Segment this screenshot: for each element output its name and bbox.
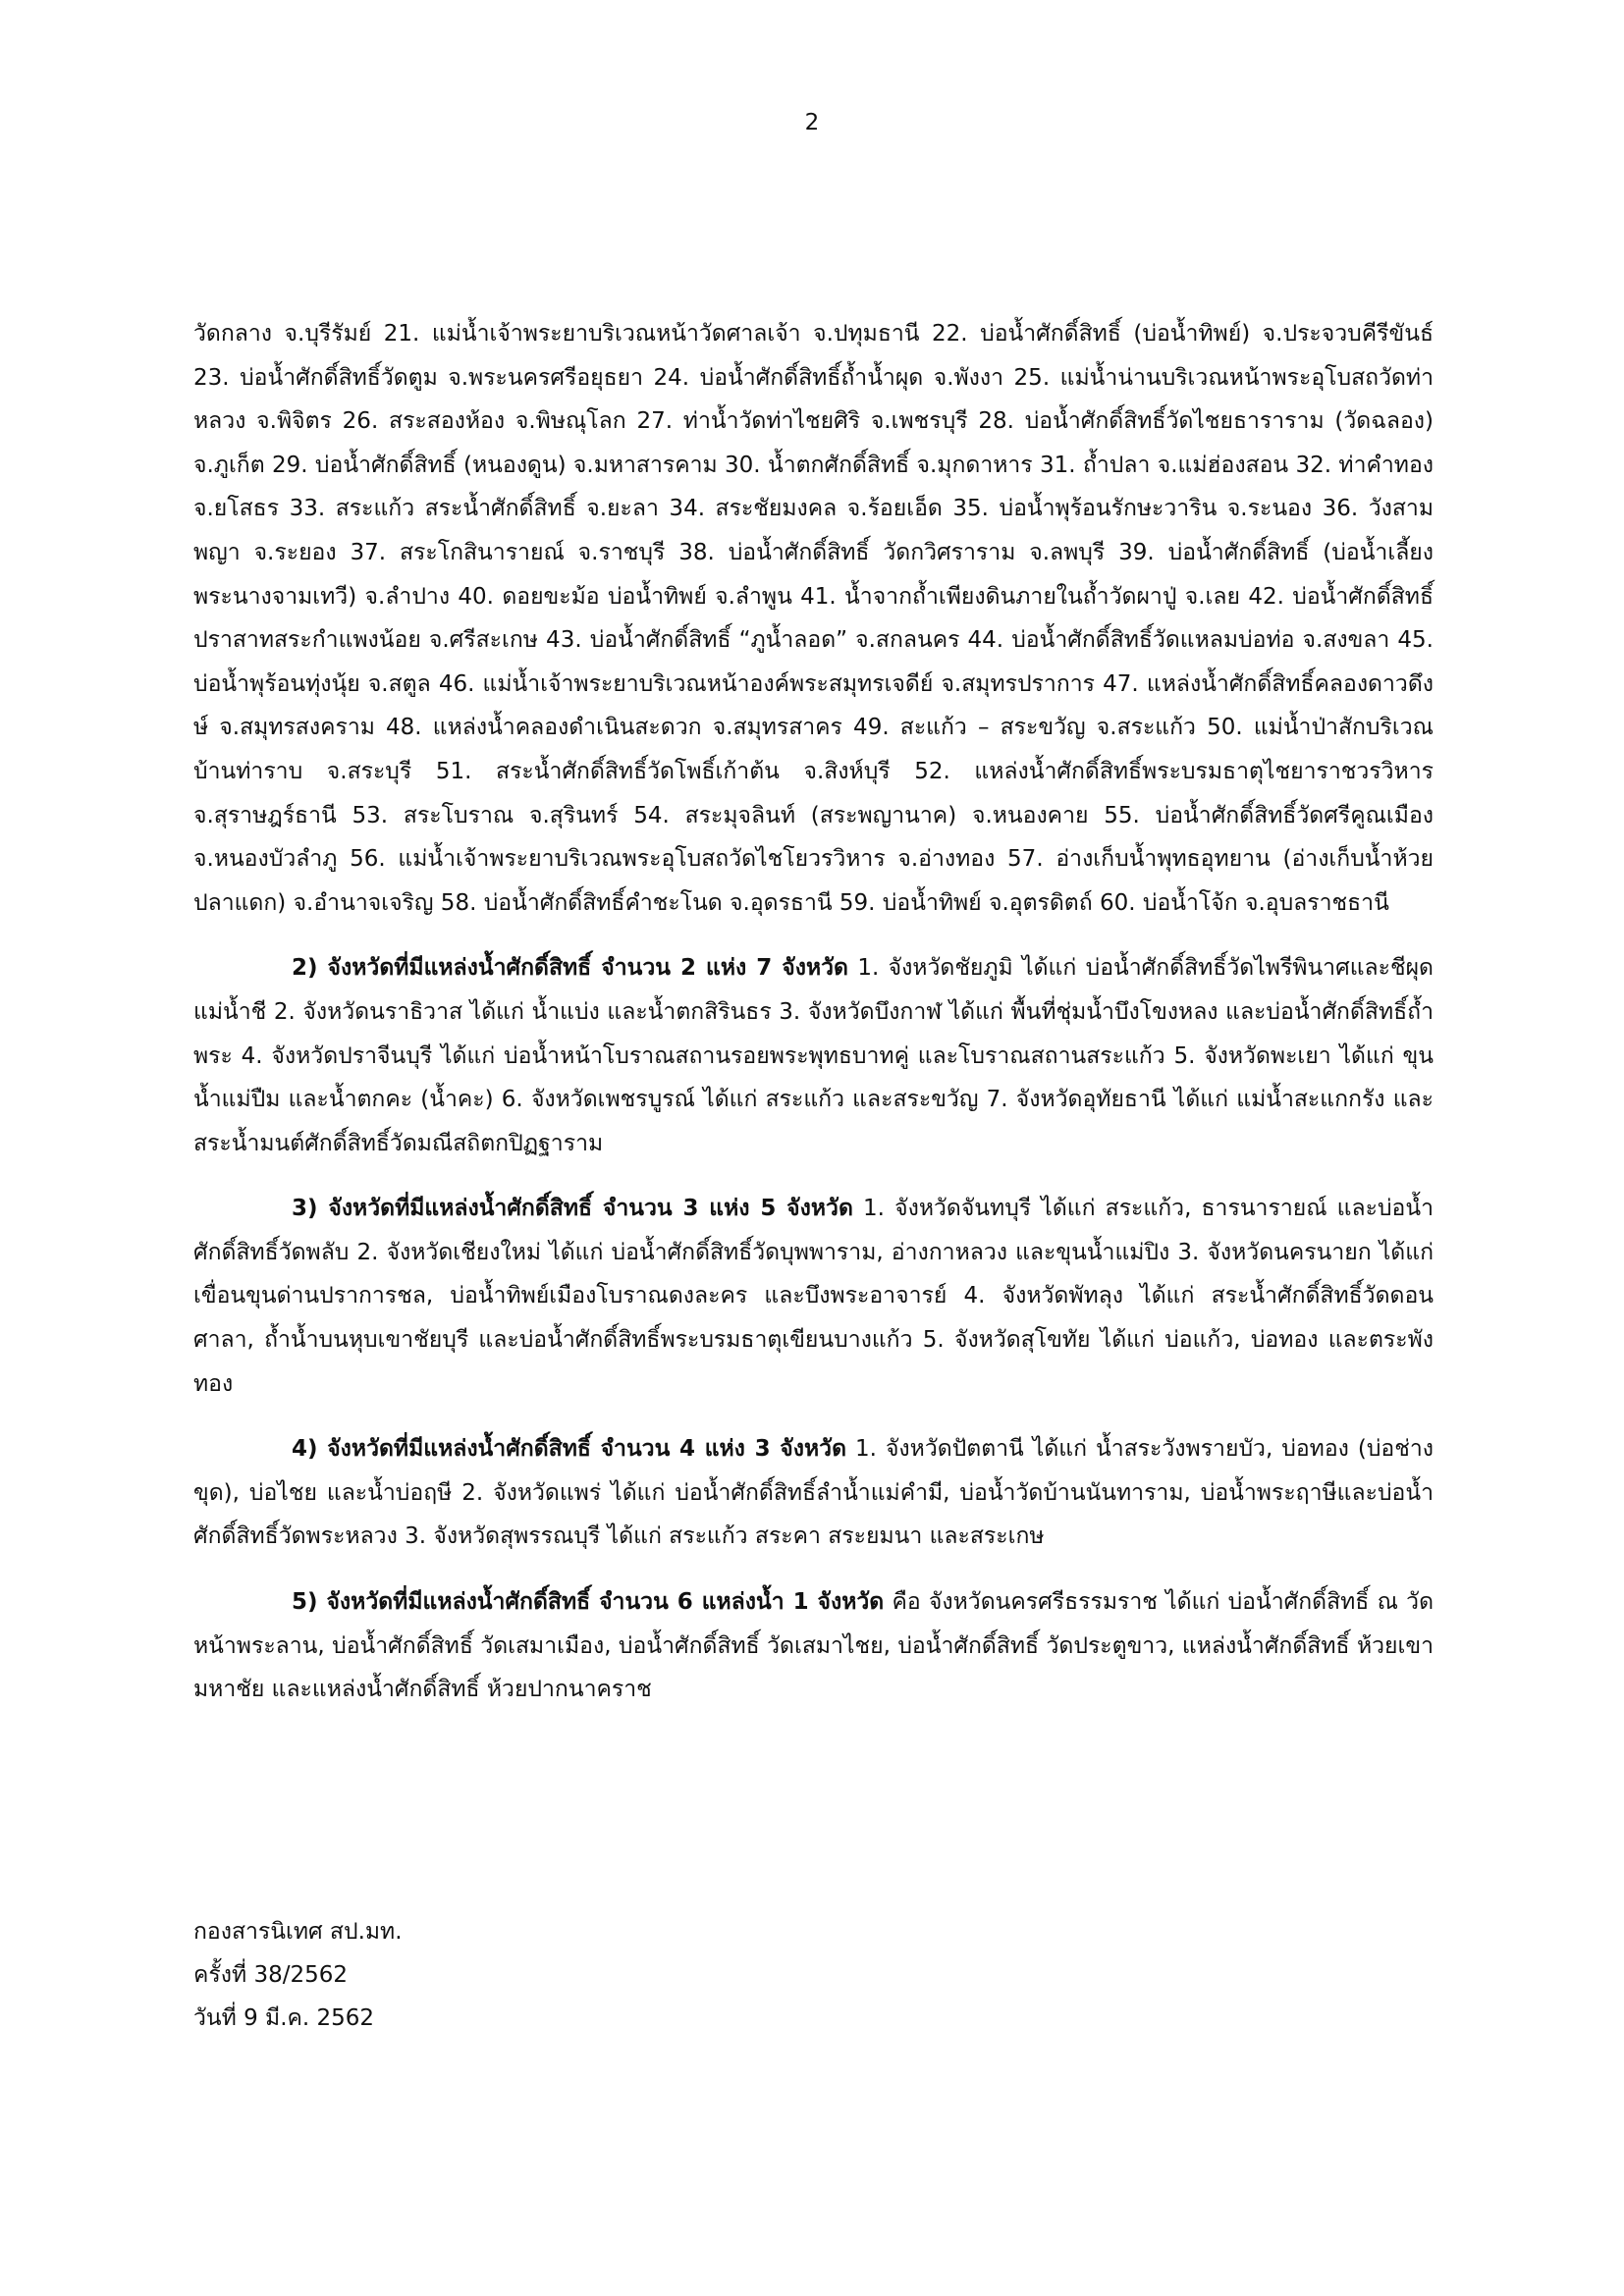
section-heading: 5) จังหวัดที่มีแหล่งน้ำศักดิ์สิทธิ์ จำนวน 6 แหล่งน้ำ 1 จังหวัด: [292, 1589, 885, 1616]
footer-issue: ครั้งที่ 38/2562: [193, 1962, 348, 1988]
section-body: 1. จังหวัดชัยภูมิ ได้แก่ บ่อน้ำศักดิ์สิทธิ์วัดไพรีพินาศและชีผุด แม่น้ำชี 2. จังหวัดนราธิวาส ได้แก่ น้ำแบ่ง และน้ำตกสิรินธร 3. จังหวัดบึงกาฬ ได้แก่ พื้นที่ชุ่มน้ำบึงโขงหลง และบ่อน้ำศักดิ์สิทธิ์ถ้ำพระ 4. จังหวัดปราจีนบุรี ได้แก่ บ่อน้ำหน้าโบราณสถานรอยพระพุทธบาทคู่ และโบราณสถานสระแก้ว 5. จังหวัดพะเยา ได้แก่ ขุนน้ำแม่ปืม และน้ำตกคะ (น้ำคะ) 6. จังหวัดเพชรบูรณ์ ได้แก่ สระแก้ว และสระขวัญ 7. จังหวัดอุทัยธานี ได้แก่ แม่น้ำสะแกกรัง และสระน้ำมนต์ศักดิ์สิทธิ์วัดมณีสถิตกปิฏฐาราม: [193, 955, 1434, 1156]
section-paragraph-5: [193, 1580, 1434, 1712]
section-paragraph-2: [193, 946, 1434, 1165]
document-footer: [193, 1910, 403, 2040]
page-number: 2: [804, 110, 820, 135]
footer-date: วันที่ 9 มี.ค. 2562: [193, 2005, 375, 2031]
section-body: 1. จังหวัดจันทบุรี ได้แก่ สระแก้ว, ธารนารายณ์ และบ่อน้ำศักดิ์สิทธิ์วัดพลับ 2. จังหวัดเชียงใหม่ ได้แก่ บ่อน้ำศักดิ์สิทธิ์วัดบุพพาราม, อ่างกาหลวง และขุนน้ำแม่ปิง 3. จังหวัดนครนายก ได้แก่ เขื่อนขุนด่านปราการชล, บ่อน้ำทิพย์เมืองโบราณดงละคร และบึงพระอาจารย์ 4. จังหวัดพัทลุง ได้แก่ สระน้ำศักดิ์สิทธิ์วัดดอนศาลา, ถ้ำน้ำบนหุบเขาชัยบุรี และบ่อน้ำศักดิ์สิทธิ์พระบรมธาตุเขียนบางแก้ว 5. จังหวัดสุโขทัย ได้แก่ บ่อแก้ว, บ่อทอง และตระพังทอง: [193, 1196, 1435, 1397]
section-heading: 4) จังหวัดที่มีแหล่งน้ำศักดิ์สิทธิ์ จำนวน 4 แห่ง 3 จังหวัด: [292, 1436, 847, 1463]
section-body: คือ จังหวัดนครศรีธรรมราช ได้แก่ บ่อน้ำศักดิ์สิทธิ์ ณ วัดหน้าพระลาน, บ่อน้ำศักดิ์สิทธิ์ วัดเสมาเมือง, บ่อน้ำศักดิ์สิทธิ์ วัดเสมาไชย, บ่อน้ำศักดิ์สิทธิ์ วัดประตูขาว, แหล่งน้ำศักดิ์สิทธิ์ ห้วยเขามหาชัย และแหล่งน้ำศักดิ์สิทธิ์ ห้วยปากนาคราช: [193, 1589, 1435, 1703]
footer-office: กองสารนิเทศ สป.มท.: [193, 1919, 403, 1945]
section-heading: 2) จังหวัดที่มีแหล่งน้ำศักดิ์สิทธิ์ จำนวน 2 แห่ง 7 จังหวัด: [292, 955, 848, 982]
section-paragraph-4: [193, 1427, 1434, 1559]
intro-paragraph: วัดกลาง จ.บุรีรัมย์ 21. แม่น้ำเจ้าพระยาบริเวณหน้าวัดศาลเจ้า จ.ปทุมธานี 22. บ่อน้ำศักดิ์สิทธิ์ (บ่อน้ำทิพย์) จ.ประจวบคีรีขันธ์ 23. บ่อน้ำศักดิ์สิทธิ์วัดตูม จ.พระนครศรีอยุธยา 24. บ่อน้ำศักดิ์สิทธิ์ถ้ำน้ำผุด จ.พังงา 25. แม่น้ำน่านบริเวณหน้าพระอุโบสถวัดท่าหลวง จ.พิจิตร 26. สระสองห้อง จ.พิษณุโลก 27. ท่าน้ำวัดท่าไชยศิริ จ.เพชรบุรี 28. บ่อน้ำศักดิ์สิทธิ์วัดไชยธาราราม (วัดฉลอง) จ.ภูเก็ต 29. บ่อน้ำศักดิ์สิทธิ์ (หนองดูน) จ.มหาสารคาม 30. น้ำตกศักดิ์สิทธิ์ จ.มุกดาหาร 31. ถ้ำปลา จ.แม่ฮ่องสอน 32. ท่าคำทอง จ.ยโสธร 33. สระแก้ว สระน้ำศักดิ์สิทธิ์ จ.ยะลา 34. สระชัยมงคล จ.ร้อยเอ็ด 35. บ่อน้ำพุร้อนรักษะวาริน จ.ระนอง 36. วังสามพญา จ.ระยอง 37. สระโกสินารายณ์ จ.ราชบุรี 38. บ่อน้ำศักดิ์สิทธิ์ วัดกวิศราราม จ.ลพบุรี 39. บ่อน้ำศักดิ์สิทธิ์ (บ่อน้ำเลี้ยงพระนางจามเทวี) จ.ลำปาง 40. ดอยขะม้อ บ่อน้ำทิพย์ จ.ลำพูน 41. น้ำจากถ้ำเพียงดินภายในถ้ำวัดผาปู่ จ.เลย 42. บ่อน้ำศักดิ์สิทธิ์ปราสาทสระกำแพงน้อย จ.ศรีสะเกษ 43. บ่อน้ำศักดิ์สิทธิ์ “ภูน้ำลอด” จ.สกลนคร 44. บ่อน้ำศักดิ์สิทธิ์วัดแหลมบ่อท่อ จ.สงขลา 45. บ่อน้ำพุร้อนทุ่งนุ้ย จ.สตูล 46. แม่น้ำเจ้าพระยาบริเวณหน้าองค์พระสมุทรเจดีย์ จ.สมุทรปราการ 47. แหล่งน้ำศักดิ์สิทธิ์คลองดาวดึงษ์ จ.สมุทรสงคราม 48. แหล่งน้ำคลองดำเนินสะดวก จ.สมุทรสาคร 49. สะแก้ว – สระขวัญ จ.สระแก้ว 50. แม่น้ำป่าสักบริเวณบ้านท่าราบ จ.สระบุรี 51. สระน้ำศักดิ์สิทธิ์วัดโพธิ์เก้าต้น จ.สิงห์บุรี 52. แหล่งน้ำศักดิ์สิทธิ์พระบรมธาตุไชยาราชวรวิหาร จ.สุราษฎร์ธานี 53. สระโบราณ จ.สุรินทร์ 54. สระมุจลินท์ (สระพญานาค) จ.หนองคาย 55. บ่อน้ำศักดิ์สิทธิ์วัดศรีคูณเมือง จ.หนองบัวลำภู 56. แม่น้ำเจ้าพระยาบริเวณพระอุโบสถวัดไชโยวรวิหาร จ.อ่างทอง 57. อ่างเก็บน้ำพุทธอุทยาน (อ่างเก็บน้ำห้วยปลาแดก) จ.อำนาจเจริญ 58. บ่อน้ำศักดิ์สิทธิ์คำชะโนด จ.อุดรธานี 59. บ่อน้ำทิพย์ จ.อุตรดิตถ์ 60. บ่อน้ำโจ้ก จ.อุบลราชธานี: [193, 321, 1434, 916]
section-body: 1. จังหวัดปัตตานี ได้แก่ น้ำสระวังพรายบัว, บ่อทอง (บ่อช่างขุด), บ่อไชย และน้ำบ่อฤษี 2. จังหวัดแพร่ ได้แก่ บ่อน้ำศักดิ์สิทธิ์ลำน้ำแม่คำมี, บ่อน้ำวัดบ้านนันทาราม, บ่อน้ำพระฤาษีและบ่อน้ำศักดิ์สิทธิ์วัดพระหลวง 3. จังหวัดสุพรรณบุรี ได้แก่ สระแก้ว สระคา สระยมนา และสระเกษ: [193, 1436, 1435, 1550]
document-body: [193, 312, 1434, 1712]
section-heading: 3) จังหวัดที่มีแหล่งน้ำศักดิ์สิทธิ์ จำนวน 3 แห่ง 5 จังหวัด: [292, 1196, 853, 1222]
section-paragraph-3: [193, 1187, 1434, 1406]
